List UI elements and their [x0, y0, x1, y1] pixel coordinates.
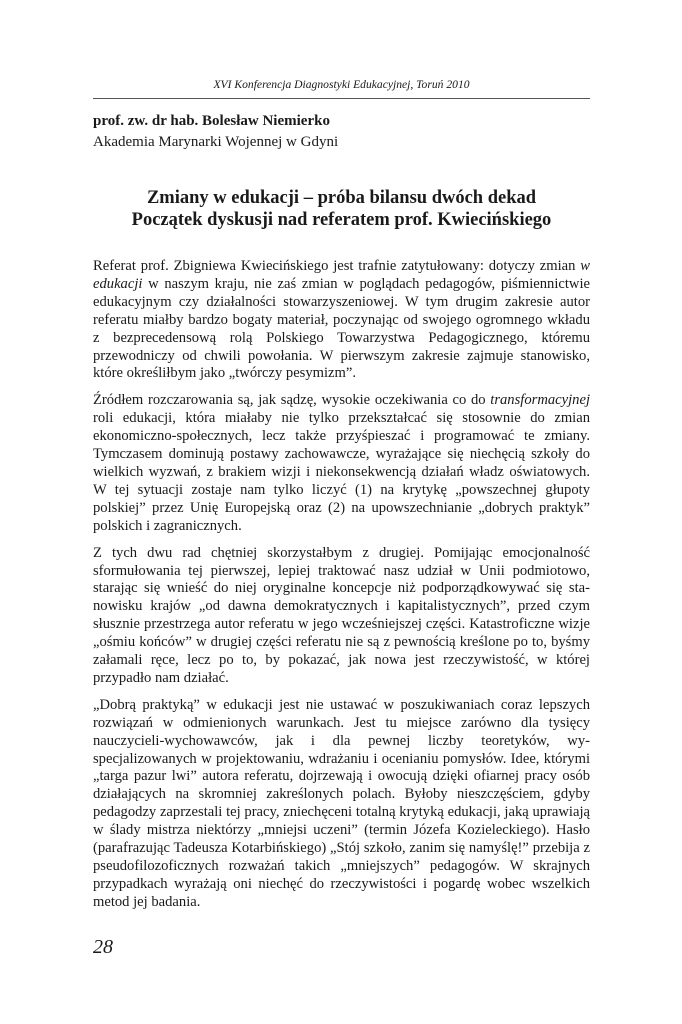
title-line-1: Zmiany w edukacji – próba bilansu dwóch dekad [146, 188, 537, 208]
author-name: prof. zw. dr hab. Bolesław Niemierko [93, 113, 330, 129]
paragraph-3: Z tych dwu rad chętniej skorzystałbym z drugiej. Pomijając emocjonalność sformułowania tej pierwszej, lepiej traktować nasz udział w Unii podmiotowo, starając się wnieść do niej oryginalne koncepcje niż podporządkowywać się stanowisku krajów „od dawna demokratycznych i kapitalistycznych”, przed czym słusznie przestrzega autor referatu w jego wcześniejszej części. Katastroficzne wizje „ośmiu końców” w drugiej części referatu nie są z pewnością kreślone po to, byśmy załamali ręce, lecz po to, by pokazać, jak nowa jest rzeczywistość, w której przypadło nam działać. [93, 544, 590, 686]
page-number: 28 [93, 936, 113, 958]
paragraph-2 [93, 392, 590, 535]
paragraph-2-part-a: Źródłem rozczarowania są, jak sądzę, wysokie oczekiwania co do [93, 392, 491, 409]
title-line-2: Początek dyskusji nad referatem prof. Kwiecińskiego [131, 210, 552, 230]
paragraph-1-part-a: Referat prof. Zbigniewa Kwiecińskiego jest trafnie zatytułowany: dotyczy zmian [93, 258, 581, 274]
paragraph-1-emphasis: w edukacji [93, 258, 590, 292]
paragraph-2-emphasis: transformacyjnej [490, 392, 590, 409]
article-title [93, 187, 590, 231]
paragraph-1 [93, 258, 590, 383]
paragraph-4: „Dobrą praktyką” w edukacji jest nie ustawać w poszukiwaniach coraz lepszych rozwiązań w odmienionych warunkach. Jest tu miejsce zarówno dla tysięcy nauczycieli-wychowawców, jak i dla pewnej liczby teoretyków, wyspecjalizowanych w projektowaniu, wdrażaniu i ocenianiu pomysłów. Idee, którymi „targa pazur lwi” autora referatu, dojrzewają i owocują dzięki ofiarnej pracy osób działających na skromniej zakreślonych polach. Byłoby nieszczęściem, gdyby pedagodzy zaprzestali tej pracy, zniechęceni totalną krytyką edukacji, jaką uprawiają w ślady mistrza niektórzy „mniejsi uczeni” (termin Józefa Kozieleckiego). Hasło (parafrazując Tadeusza Kotarbińskiego) „Stój szkoło, zanim się namyślę!” przebija z pseudofilozoficznych rozważań takich „mniejszych” pedagogów. W skrajnych przypadkach wyrażają oni niechęć do rzeczywistości i pogardę wobec wszelkich metod jej badania. [93, 696, 590, 910]
header-rule [93, 98, 590, 99]
paragraph-1-part-c: w naszym kraju, nie zaś zmian w poglądach pedagogów, piśmiennictwie edukacyjnym czy działalności stowarzyszeniowej. W tym drugim zakresie autor referatu miałby bardzo bogaty materiał, poczynając od swojego ogromnego wkładu z bezprecedensową rolą Polskiego Towarzystwa Pedagogicznego, któremu przewodniczy od chwili powołania. W pierwszym zakresie zajmuje stanowisko, które określiłbym jako „twórczy pesymizm”. [93, 275, 590, 382]
author-affiliation: Akademia Marynarki Wojennej w Gdyni [93, 134, 339, 150]
article-body [93, 258, 590, 921]
paragraph-2-part-c: roli edukacji, która miałaby nie tylko przekształcać się stosownie do zmian ekonomiczno-społecznych, lecz także przyśpieszać i programować te zmiany. Tymczasem dominują postawy zachowawcze, wyrażające się niechęcią szkoły do wielkich wyzwań, z brakiem wizji i niekonsekwencją działań władz oświatowych. W tej sytuacji zostaje nam tylko liczyć (1) na krytykę „powszechnej głupoty polskiej” przez Unię Europejską oraz (2) na upowszechnianie „dobrych praktyk” polskich i zagranicznych. [93, 410, 590, 534]
running-header: XVI Konferencja Diagnostyki Edukacyjnej, Toruń 2010 [213, 78, 470, 91]
